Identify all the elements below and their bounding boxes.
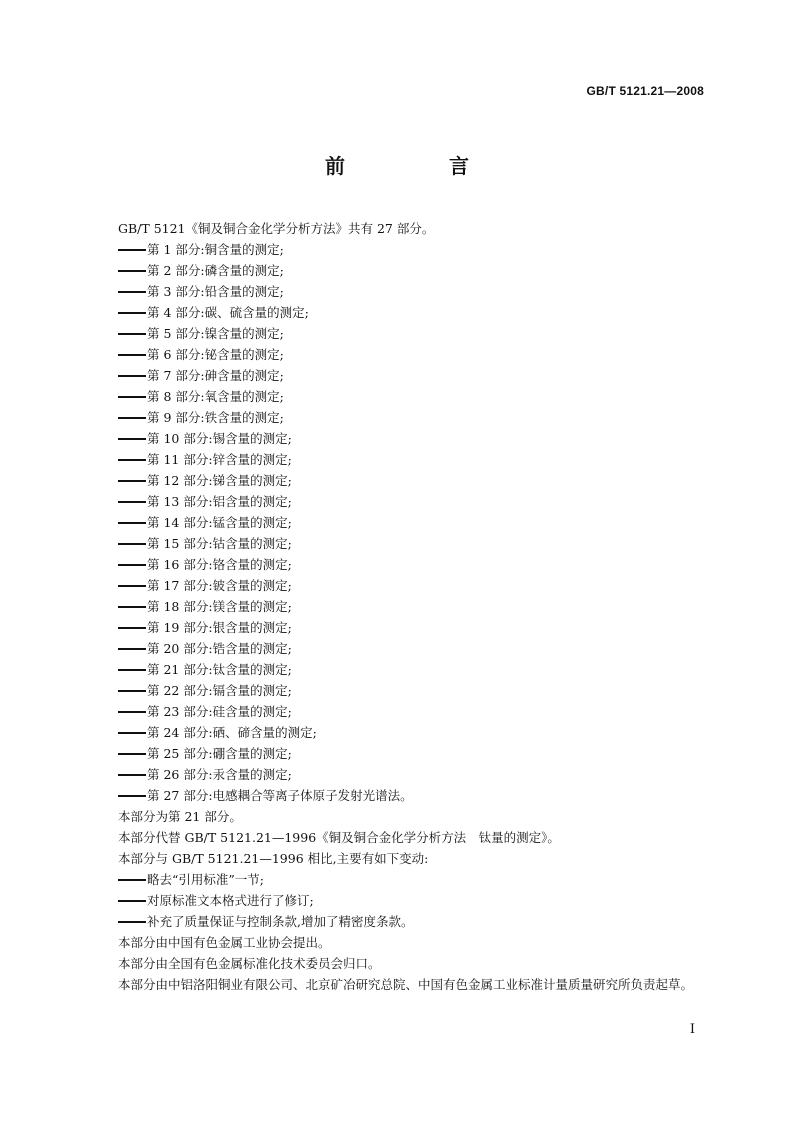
em-dash-mark bbox=[118, 900, 146, 902]
list-item: 第 11 部分:锌含量的测定; bbox=[92, 449, 704, 470]
em-dash-mark bbox=[118, 753, 146, 755]
em-dash-mark bbox=[118, 606, 146, 608]
em-dash-mark bbox=[118, 774, 146, 776]
em-dash-mark bbox=[118, 585, 146, 587]
em-dash-mark bbox=[118, 564, 146, 566]
em-dash-mark bbox=[118, 690, 146, 692]
em-dash-mark bbox=[118, 732, 146, 734]
this-part-paragraph: 本部分为第 21 部分。 bbox=[118, 809, 242, 824]
list-item: 第 24 部分:硒、碲含量的测定; bbox=[92, 722, 704, 743]
list-item: 第 12 部分:锑含量的测定; bbox=[92, 470, 704, 491]
drafted-by-paragraph: 本部分由中铝洛阳铜业有限公司、北京矿冶研究总院、中国有色金属工业标准计量质量研究所负责起草。 bbox=[118, 977, 694, 992]
list-item: 第 15 部分:钴含量的测定; bbox=[92, 533, 704, 554]
em-dash-mark bbox=[118, 648, 146, 650]
em-dash-mark bbox=[118, 669, 146, 671]
em-dash-mark bbox=[118, 627, 146, 629]
em-dash-mark bbox=[118, 291, 146, 293]
standard-code: GB/T 5121.21—2008 bbox=[586, 84, 704, 98]
list-item: 补充了质量保证与控制条款,增加了精密度条款。 bbox=[92, 911, 704, 932]
em-dash-mark bbox=[118, 417, 146, 419]
em-dash-mark bbox=[118, 270, 146, 272]
em-dash-mark bbox=[118, 396, 146, 398]
jurisdiction-paragraph: 本部分由全国有色金属标准化技术委员会归口。 bbox=[118, 956, 381, 971]
list-item: 第 14 部分:锰含量的测定; bbox=[92, 512, 704, 533]
list-item: 对原标准文本格式进行了修订; bbox=[92, 890, 704, 911]
list-item: 第 7 部分:砷含量的测定; bbox=[92, 365, 704, 386]
list-item: 第 25 部分:硼含量的测定; bbox=[92, 743, 704, 764]
em-dash-mark bbox=[118, 438, 146, 440]
em-dash-mark bbox=[118, 480, 146, 482]
list-item: 第 5 部分:镍含量的测定; bbox=[92, 323, 704, 344]
proposed-by-paragraph: 本部分由中国有色金属工业协会提出。 bbox=[118, 935, 331, 950]
replaces-paragraph: 本部分代替 GB/T 5121.21—1996《铜及铜合金化学分析方法 钛量的测定》。 bbox=[118, 830, 560, 845]
changes-intro-paragraph: 本部分与 GB/T 5121.21—1996 相比,主要有如下变动: bbox=[118, 851, 429, 866]
em-dash-mark bbox=[118, 249, 146, 251]
list-item: 第 3 部分:铅含量的测定; bbox=[92, 281, 704, 302]
em-dash-mark bbox=[118, 795, 146, 797]
page-number: I bbox=[689, 1022, 695, 1037]
list-item: 第 6 部分:铋含量的测定; bbox=[92, 344, 704, 365]
list-item: 第 16 部分:铬含量的测定; bbox=[92, 554, 704, 575]
list-item: 第 10 部分:锡含量的测定; bbox=[92, 428, 704, 449]
em-dash-mark bbox=[118, 312, 146, 314]
em-dash-mark bbox=[118, 501, 146, 503]
list-item: 第 17 部分:铍含量的测定; bbox=[92, 575, 704, 596]
foreword-body bbox=[92, 218, 704, 995]
page-title: 前 言 bbox=[325, 154, 511, 178]
list-item: 第 19 部分:银含量的测定; bbox=[92, 617, 704, 638]
changes-list bbox=[92, 869, 704, 932]
list-item: 第 23 部分:硅含量的测定; bbox=[92, 701, 704, 722]
list-item: 略去“引用标准”一节; bbox=[92, 869, 704, 890]
list-item: 第 20 部分:锆含量的测定; bbox=[92, 638, 704, 659]
list-item: 第 4 部分:碳、硫含量的测定; bbox=[92, 302, 704, 323]
list-item: 第 9 部分:铁含量的测定; bbox=[92, 407, 704, 428]
list-item: 第 22 部分:镉含量的测定; bbox=[92, 680, 704, 701]
em-dash-mark bbox=[118, 333, 146, 335]
list-item: 第 1 部分:铜含量的测定; bbox=[92, 239, 704, 260]
em-dash-mark bbox=[118, 879, 146, 881]
em-dash-mark bbox=[118, 543, 146, 545]
em-dash-mark bbox=[118, 921, 146, 923]
list-item: 第 21 部分:钛含量的测定; bbox=[92, 659, 704, 680]
list-item: 第 27 部分:电感耦合等离子体原子发射光谱法。 bbox=[92, 785, 704, 806]
list-item: 第 2 部分:磷含量的测定; bbox=[92, 260, 704, 281]
list-item: 第 26 部分:汞含量的测定; bbox=[92, 764, 704, 785]
em-dash-mark bbox=[118, 522, 146, 524]
list-item: 第 18 部分:镁含量的测定; bbox=[92, 596, 704, 617]
list-item: 第 8 部分:氧含量的测定; bbox=[92, 386, 704, 407]
em-dash-mark bbox=[118, 459, 146, 461]
intro-paragraph: GB/T 5121《铜及铜合金化学分析方法》共有 27 部分。 bbox=[118, 221, 435, 236]
em-dash-mark bbox=[118, 375, 146, 377]
em-dash-mark bbox=[118, 354, 146, 356]
list-item: 第 13 部分:铝含量的测定; bbox=[92, 491, 704, 512]
parts-list bbox=[92, 239, 704, 806]
em-dash-mark bbox=[118, 711, 146, 713]
